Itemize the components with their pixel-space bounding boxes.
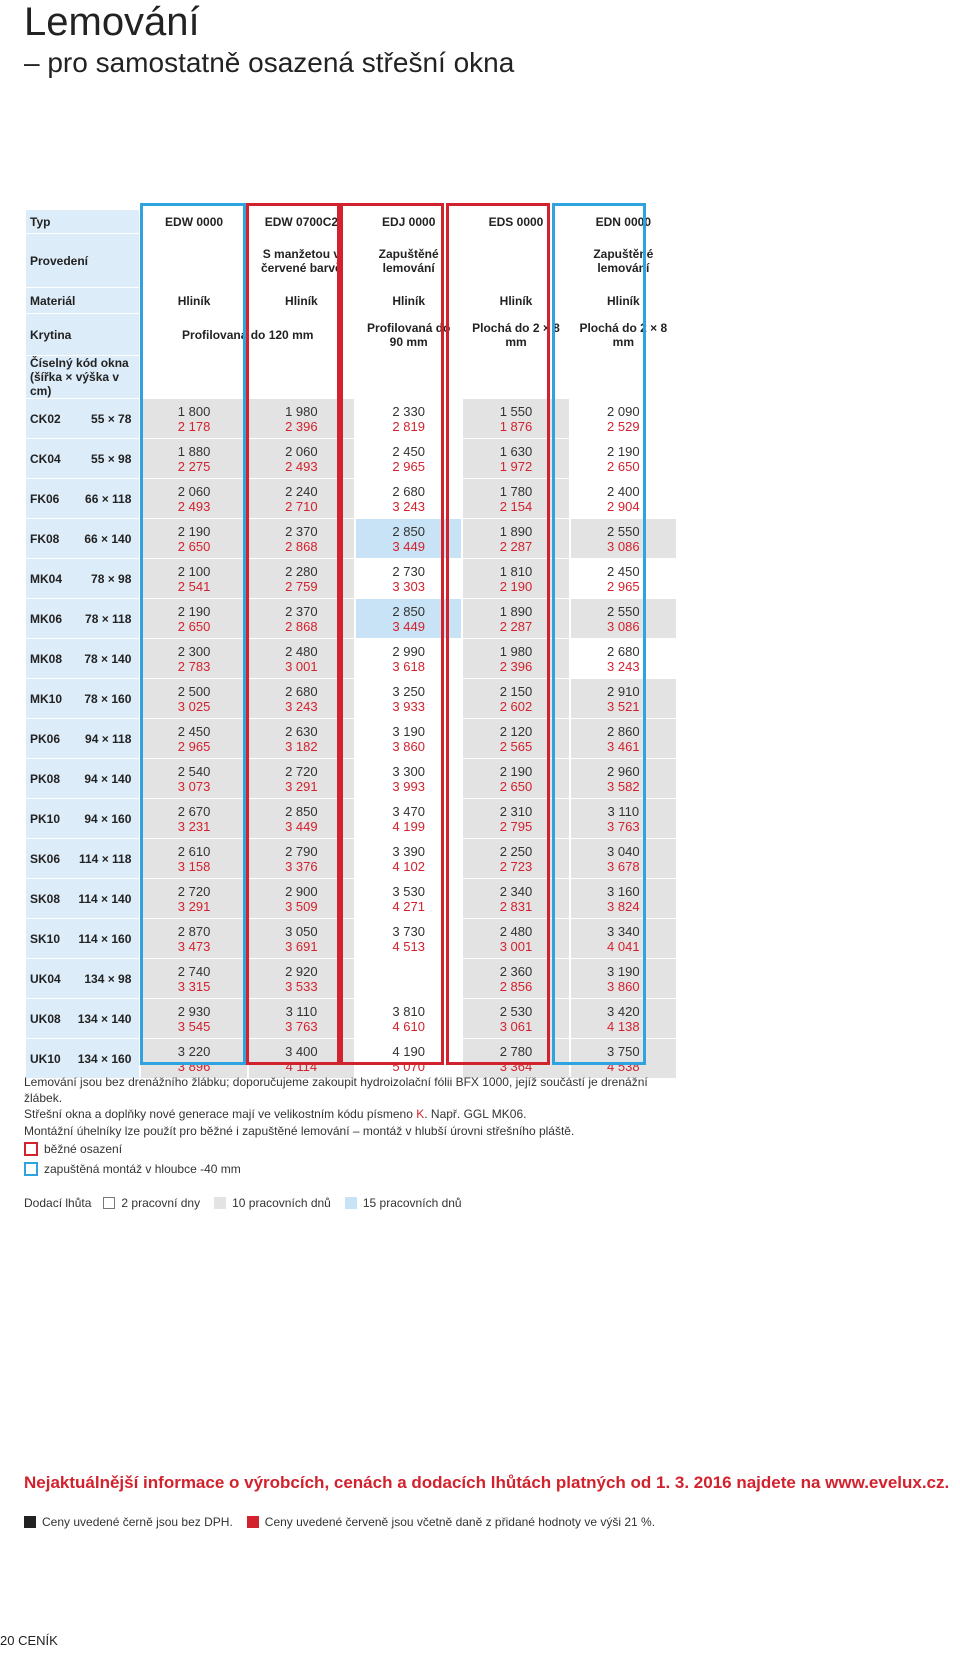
- price-cell: 2 190 2 650: [141, 519, 246, 559]
- price-cell: 1 780 2 154: [463, 479, 568, 519]
- price-cell: 2 360 2 856: [463, 959, 568, 999]
- table-row: [26, 679, 676, 719]
- price-cell: 2 630 3 182: [249, 719, 354, 759]
- table-row: [26, 839, 676, 879]
- price-cell: 2 720 3 291: [141, 879, 246, 919]
- price-cell: 3 040 3 678: [571, 839, 676, 879]
- price-cell: 3 420 4 138: [571, 999, 676, 1039]
- col-material: Hliník: [463, 288, 568, 314]
- swatch-blue: [345, 1197, 357, 1209]
- col-krytina: Profilovaná do 120 mm: [141, 314, 354, 356]
- col-krytina: Plochá do 2 × 8 mm: [463, 314, 568, 356]
- price-cell: 3 470 4 199: [356, 799, 461, 839]
- price-cell: 2 860 3 461: [571, 719, 676, 759]
- row-code: PK06 94 × 118: [26, 719, 139, 759]
- price-cell: 2 450 2 965: [356, 439, 461, 479]
- price-cell: 1 880 2 275: [141, 439, 246, 479]
- price-cell: 3 810 4 610: [356, 999, 461, 1039]
- price-cell: 2 550 3 086: [571, 599, 676, 639]
- swatch-red: [247, 1516, 259, 1528]
- price-cell: 2 100 2 541: [141, 559, 246, 599]
- row-code: PK08 94 × 140: [26, 759, 139, 799]
- table-row: [26, 719, 676, 759]
- page-subtitle: – pro samostatně osazená střešní okna: [24, 47, 515, 78]
- price-cell: 2 960 3 582: [571, 759, 676, 799]
- price-cell: 3 750 4 538: [571, 1039, 676, 1079]
- col-krytina: Plochá do 2 × 8 mm: [571, 314, 676, 356]
- row-code: MK06 78 × 118: [26, 599, 139, 639]
- page-footer: 20 CENÍK: [0, 1633, 58, 1648]
- col-typ: EDN 0000: [571, 210, 676, 234]
- price-cell: 3 110 3 763: [571, 799, 676, 839]
- table-row: [26, 799, 676, 839]
- price-cell: 2 090 2 529: [571, 399, 676, 439]
- price-cell: 2 280 2 759: [249, 559, 354, 599]
- price-cell: [356, 959, 461, 999]
- row-code: FK08 66 × 140: [26, 519, 139, 559]
- price-cell: 3 110 3 763: [249, 999, 354, 1039]
- row-code: SK10 114 × 160: [26, 919, 139, 959]
- col-material: Hliník: [141, 288, 246, 314]
- price-cell: 2 250 2 723: [463, 839, 568, 879]
- col-provedeni: Zapuštěné lemování: [356, 234, 461, 288]
- price-cell: 2 910 3 521: [571, 679, 676, 719]
- price-cell: 2 480 3 001: [249, 639, 354, 679]
- label-provedeni: Provedení: [26, 234, 139, 288]
- price-cell: 3 250 3 933: [356, 679, 461, 719]
- price-cell: 2 530 3 061: [463, 999, 568, 1039]
- price-cell: 2 730 3 303: [356, 559, 461, 599]
- table-row: [26, 879, 676, 919]
- price-cell: 2 740 3 315: [141, 959, 246, 999]
- swatch-grey: [214, 1197, 226, 1209]
- row-code: UK10 134 × 160: [26, 1039, 139, 1079]
- price-cell: 3 220 3 896: [141, 1039, 246, 1079]
- table-row: [26, 759, 676, 799]
- price-cell: 2 680 3 243: [571, 639, 676, 679]
- table-row: [26, 599, 676, 639]
- price-cell: 1 980 2 396: [463, 639, 568, 679]
- row-code: PK10 94 × 160: [26, 799, 139, 839]
- price-cell: 2 190 2 650: [141, 599, 246, 639]
- col-material: Hliník: [571, 288, 676, 314]
- price-cell: 2 850 3 449: [356, 599, 461, 639]
- price-cell: 1 800 2 178: [141, 399, 246, 439]
- row-code: MK10 78 × 160: [26, 679, 139, 719]
- price-cell: 3 190 3 860: [356, 719, 461, 759]
- price-cell: 2 190 2 650: [571, 439, 676, 479]
- price-cell: 2 150 2 602: [463, 679, 568, 719]
- price-cell: 2 540 3 073: [141, 759, 246, 799]
- row-code: SK08 114 × 140: [26, 879, 139, 919]
- price-table: [24, 210, 678, 1079]
- note-montaz: Montážní úhelníky lze použít pro běžné i zapuštěné lemování – montáž v hlubší úrovni střešního pláště. běžné osazení zapuštěná montáž v hloubce -40 mm: [24, 1124, 575, 1176]
- table-row: [26, 959, 676, 999]
- price-cell: 2 870 3 473: [141, 919, 246, 959]
- price-cell: 2 480 3 001: [463, 919, 568, 959]
- table-row: [26, 559, 676, 599]
- swatch-white: [103, 1197, 115, 1209]
- label-material: Materiál: [26, 288, 139, 314]
- swatch-black: [24, 1516, 36, 1528]
- price-cell: 3 300 3 993: [356, 759, 461, 799]
- page-title: Lemování: [24, 0, 200, 44]
- price-cell: 2 240 2 710: [249, 479, 354, 519]
- price-cell: 2 190 2 650: [463, 759, 568, 799]
- price-cell: 1 890 2 287: [463, 599, 568, 639]
- row-code: MK04 78 × 98: [26, 559, 139, 599]
- price-cell: 2 610 3 158: [141, 839, 246, 879]
- table-row: [26, 479, 676, 519]
- row-code: UK04 134 × 98: [26, 959, 139, 999]
- price-cell: 2 680 3 243: [356, 479, 461, 519]
- table-row: [26, 399, 676, 439]
- price-cell: 4 190 5 070: [356, 1039, 461, 1079]
- label-typ: Typ: [26, 210, 139, 234]
- price-cell: 2 850 3 449: [356, 519, 461, 559]
- col-provedeni: [141, 234, 246, 288]
- price-cell: 2 300 2 783: [141, 639, 246, 679]
- col-provedeni: [463, 234, 568, 288]
- price-cell: 2 340 2 831: [463, 879, 568, 919]
- legend-blue-box: [24, 1162, 38, 1176]
- col-material: Hliník: [249, 288, 354, 314]
- row-code: MK08 78 × 140: [26, 639, 139, 679]
- delivery-legend: Dodací lhůta 2 pracovní dny 10 pracovních dnů 15 pracovních dnů: [24, 1196, 462, 1210]
- label-kod: Číselný kód okna (šířka × výška v cm): [26, 356, 139, 399]
- price-legend: Ceny uvedené černě jsou bez DPH. Ceny uvedené červeně jsou včetně daně z přidané hodnoty ve výši 21 %.: [24, 1515, 655, 1529]
- price-cell: 2 060 2 493: [141, 479, 246, 519]
- price-cell: 1 810 2 190: [463, 559, 568, 599]
- price-cell: 2 370 2 868: [249, 519, 354, 559]
- price-cell: 3 050 3 691: [249, 919, 354, 959]
- legend-red-box: [24, 1142, 38, 1156]
- price-cell: 2 930 3 545: [141, 999, 246, 1039]
- price-cell: 3 730 4 513: [356, 919, 461, 959]
- price-cell: 1 980 2 396: [249, 399, 354, 439]
- price-cell: 3 530 4 271: [356, 879, 461, 919]
- price-cell: 2 370 2 868: [249, 599, 354, 639]
- col-typ: EDJ 0000: [356, 210, 461, 234]
- price-cell: 2 670 3 231: [141, 799, 246, 839]
- col-krytina: Profilovaná do 90 mm: [356, 314, 461, 356]
- price-cell: 3 400 4 114: [249, 1039, 354, 1079]
- col-provedeni: S manžetou v červené barvě: [249, 234, 354, 288]
- price-cell: 2 790 3 376: [249, 839, 354, 879]
- row-code: UK08 134 × 140: [26, 999, 139, 1039]
- row-code: FK06 66 × 118: [26, 479, 139, 519]
- price-cell: 2 120 2 565: [463, 719, 568, 759]
- table-row: [26, 639, 676, 679]
- price-cell: 2 850 3 449: [249, 799, 354, 839]
- price-cell: 2 450 2 965: [571, 559, 676, 599]
- col-typ: EDW 0700C2: [249, 210, 354, 234]
- price-cell: 2 330 2 819: [356, 399, 461, 439]
- price-cell: 2 780 3 364: [463, 1039, 568, 1079]
- price-cell: 2 450 2 965: [141, 719, 246, 759]
- table-row: [26, 519, 676, 559]
- price-cell: 2 550 3 086: [571, 519, 676, 559]
- row-code: SK06 114 × 118: [26, 839, 139, 879]
- col-typ: EDS 0000: [463, 210, 568, 234]
- table-row: [26, 999, 676, 1039]
- table-row: [26, 1039, 676, 1079]
- price-cell: 3 390 4 102: [356, 839, 461, 879]
- price-cell: 3 340 4 041: [571, 919, 676, 959]
- price-cell: 2 990 3 618: [356, 639, 461, 679]
- price-cell: 2 920 3 533: [249, 959, 354, 999]
- price-cell: 1 550 1 876: [463, 399, 568, 439]
- table-row: [26, 439, 676, 479]
- price-cell: 2 310 2 795: [463, 799, 568, 839]
- row-code: CK04 55 × 98: [26, 439, 139, 479]
- price-cell: 1 890 2 287: [463, 519, 568, 559]
- col-typ: EDW 0000: [141, 210, 246, 234]
- price-cell: 2 900 3 509: [249, 879, 354, 919]
- price-cell: 1 630 1 972: [463, 439, 568, 479]
- table-row: [26, 919, 676, 959]
- price-cell: 2 720 3 291: [249, 759, 354, 799]
- price-cell: 3 190 3 860: [571, 959, 676, 999]
- price-cell: 3 160 3 824: [571, 879, 676, 919]
- note-drainage: Lemování jsou bez drenážního žlábku; doporučujeme zakoupit hydroizolační fólii BFX 1000, jejíž součástí je drenážní žlábek. Střešní okna a doplňky nové generace mají ve velikostním kódu písmeno K. Např. GGL MK06.: [24, 1075, 648, 1121]
- row-code: CK02 55 × 78: [26, 399, 139, 439]
- label-krytina: Krytina: [26, 314, 139, 356]
- info-banner: Nejaktuálnější informace o výrobcích, cenách a dodacích lhůtách platných od 1. 3. 2016 najdete na www.evelux.cz.: [24, 1473, 950, 1492]
- col-material: Hliník: [356, 288, 461, 314]
- col-provedeni: Zapuštěné lemování: [571, 234, 676, 288]
- price-cell: 2 400 2 904: [571, 479, 676, 519]
- price-cell: 2 060 2 493: [249, 439, 354, 479]
- price-cell: 2 680 3 243: [249, 679, 354, 719]
- price-cell: 2 500 3 025: [141, 679, 246, 719]
